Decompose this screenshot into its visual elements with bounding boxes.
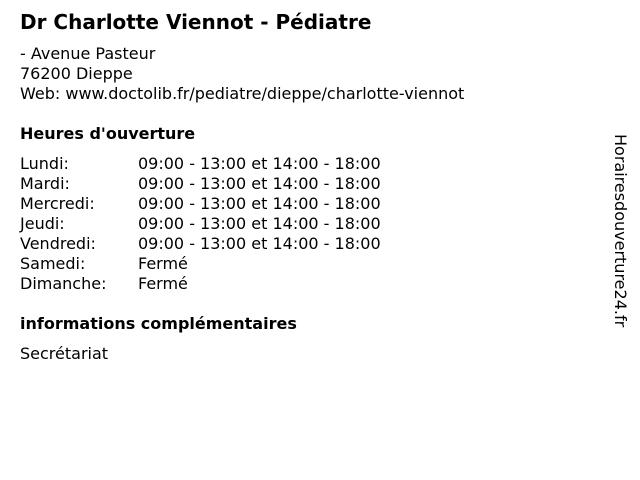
business-name: Dr Charlotte Viennot - Pédiatre xyxy=(20,10,372,34)
time-value: Fermé xyxy=(138,274,188,293)
time-value: 09:00 - 13:00 et 14:00 - 18:00 xyxy=(138,174,381,193)
opening-hours-heading: Heures d'ouverture xyxy=(20,124,196,143)
time-value: 09:00 - 13:00 et 14:00 - 18:00 xyxy=(138,214,381,233)
day-label: Vendredi: xyxy=(20,234,96,253)
street-address: - Avenue Pasteur xyxy=(20,44,156,63)
postal-city: 76200 Dieppe xyxy=(20,64,133,83)
time-value: Fermé xyxy=(138,254,188,273)
day-label: Jeudi: xyxy=(20,214,65,233)
site-brand-vertical: Horairesdouverture24.fr xyxy=(611,134,630,328)
additional-info-text: Secrétariat xyxy=(20,344,109,363)
day-label: Lundi: xyxy=(20,154,69,173)
day-label: Dimanche: xyxy=(20,274,107,293)
time-value: 09:00 - 13:00 et 14:00 - 18:00 xyxy=(138,194,381,213)
day-label: Samedi: xyxy=(20,254,86,273)
time-value: 09:00 - 13:00 et 14:00 - 18:00 xyxy=(138,154,381,173)
time-value: 09:00 - 13:00 et 14:00 - 18:00 xyxy=(138,234,381,253)
day-label: Mercredi: xyxy=(20,194,95,213)
website-line: Web: www.doctolib.fr/pediatre/dieppe/charlotte-viennot xyxy=(20,84,465,103)
address-block xyxy=(20,44,464,104)
additional-info-heading: informations complémentaires xyxy=(20,314,297,333)
day-label: Mardi: xyxy=(20,174,70,193)
